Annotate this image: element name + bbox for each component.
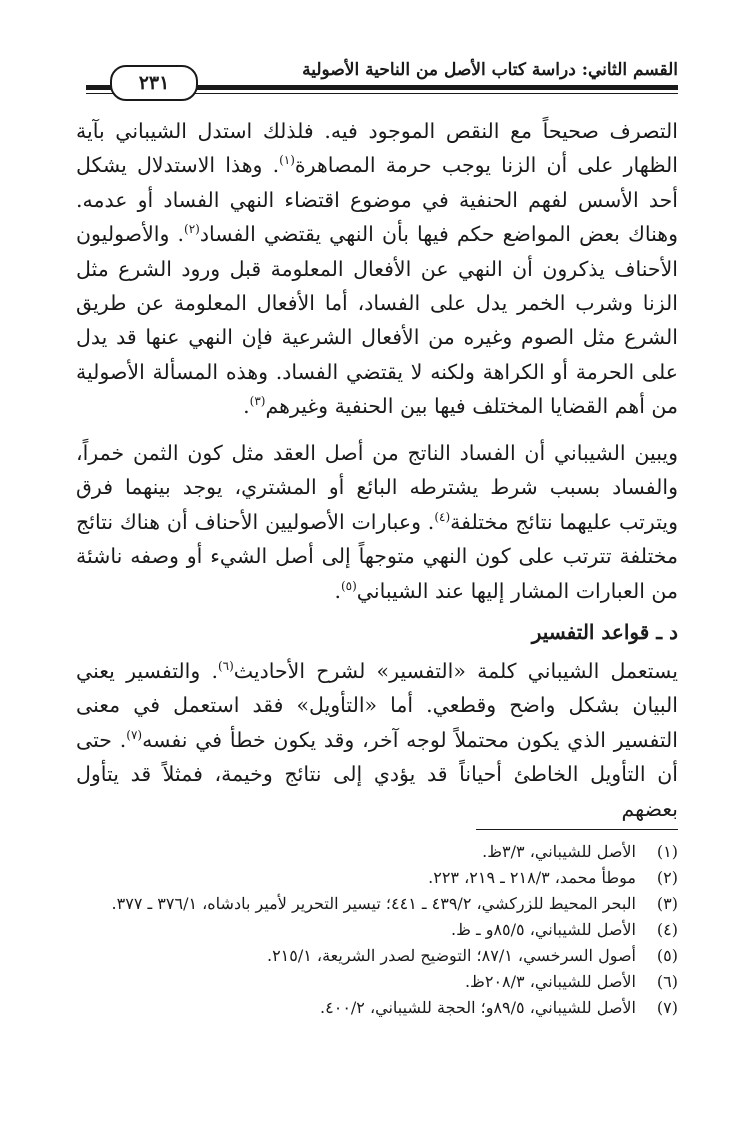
footnote-number: (٢) xyxy=(656,868,678,887)
page-number-badge: ٢٣١ xyxy=(110,65,198,101)
paragraph-2-text-b: . وعبارات الأصوليين الأحناف أن هناك نتائج مختلفة تترتب على كون النهي متوجهاً إلى أصل الشيء أو وصفه ناشئة من العبارات المشار إليها عند الشيباني xyxy=(76,509,678,603)
footnote-text: الأصل للشيباني، ٣/٣ظ. xyxy=(482,842,636,861)
footnotes-list xyxy=(73,839,678,1021)
paragraph-1-text-c: . والأصوليون الأحناف يذكرون أن النهي عن الأفعال المعلومة قبل ورود الشرع مثل الزنا وشرب الخمر يدل على الفساد، أما الأفعال المعلومة عن طريق الشرع مثل الصوم وغيره من الأفعال الشرعية فإن النهي عنها قد يدل على الحرمة أو الكراهة ولكنه لا يقتضي الفساد. وهذه المسألة الأصولية من أهم القضايا المختلف فيها بين الحنفية وغيرهم xyxy=(76,222,678,419)
footnote-item xyxy=(73,943,678,969)
paragraph-2-text-c: . xyxy=(334,578,341,603)
paragraph-3 xyxy=(76,654,678,826)
footnote-ref-7[interactable]: (٧) xyxy=(126,727,143,742)
footnote-item xyxy=(73,917,678,943)
footnote-text: البحر المحيط للزركشي، ٤٣٩/٢ ـ ٤٤١؛ تيسير التحرير لأمير بادشاه، ٣٧٦/١ ـ ٣٧٧. xyxy=(111,894,636,913)
footnote-text: الأصل للشيباني، ٢٠٨/٣ظ. xyxy=(464,972,636,991)
footnote-ref-2[interactable]: (٢) xyxy=(184,222,200,237)
running-header xyxy=(86,56,678,100)
paragraph-3-text-c: . حتى أن التأويل الخاطئ أحياناً قد يؤدي إلى نتائج وخيمة، فمثلاً قد يتأول بعضهم xyxy=(76,727,678,821)
paragraph-2-text-a: ويبين الشيباني أن الفساد الناتج من أصل العقد مثل كون الثمن خمراً، والفساد بسبب شرط يشترطه البائع أو المشتري، يوجد بينهما فرق ويترتب عليهما نتائج مختلفة xyxy=(76,441,678,534)
footnote-ref-6[interactable]: (٦) xyxy=(217,659,234,674)
footnote-separator xyxy=(476,829,678,830)
paragraph-1-text-b: . وهذا الاستدلال يشكل أحد الأسس لفهم الحنفية في موضوع اقتضاء النهي الفساد أو عدمه. وهناك بعض المواضع حكم فيها بأن النهي يقتضي الفساد xyxy=(76,153,678,247)
header-title: القسم الثاني: دراسة كتاب الأصل من الناحية الأصولية xyxy=(302,60,678,80)
footnote-text: الأصل للشيباني، ٨٩/٥و؛ الحجة للشيباني، ٤٠٠/٢. xyxy=(320,998,636,1017)
footnote-item xyxy=(73,891,678,917)
footnote-number: (٥) xyxy=(656,946,678,965)
footnote-number: (٤) xyxy=(656,920,678,939)
footnote-number: (٦) xyxy=(656,972,678,991)
footnote-item xyxy=(73,839,678,865)
footnote-item xyxy=(73,865,678,891)
footnote-item xyxy=(73,969,678,995)
footnote-text: أصول السرخسي، ٨٧/١؛ التوضيح لصدر الشريعة، ٢١٥/١. xyxy=(266,946,636,965)
footnote-ref-5[interactable]: (٥) xyxy=(340,578,357,593)
footnote-ref-3[interactable]: (٣) xyxy=(249,394,266,409)
paragraph-2 xyxy=(76,436,678,608)
footnote-text: موطأ محمد، ٢١٨/٣ ـ ٢١٩، ٢٢٣. xyxy=(428,868,636,887)
footnote-number: (١) xyxy=(656,842,678,861)
paragraph-1-text-a: التصرف صحيحاً مع النقص الموجود فيه. فلذلك استدل الشيباني بآية الظهار على أن الزنا يوجب حرمة المصاهرة xyxy=(76,119,678,178)
paragraph-3-text-a: يستعمل الشيباني كلمة «التفسير» لشرح الأحاديث xyxy=(233,659,678,683)
footnote-number: (٣) xyxy=(656,894,678,913)
section-heading: د ـ قواعد التفسير xyxy=(531,620,678,644)
paragraph-1-text-d: . xyxy=(243,394,250,419)
footnote-number: (٧) xyxy=(656,998,678,1017)
paragraph-3-text-b: . والتفسير يعني البيان بشكل واضح وقطعي. أما «التأويل» فقد استعمل في معنى التفسير الذي يكون محتملاً لوجه آخر، وقد يكون خطأ في نفسه xyxy=(76,659,678,752)
footnote-ref-1[interactable]: (١) xyxy=(279,153,295,168)
paragraph-1 xyxy=(76,114,678,424)
footnote-item xyxy=(73,995,678,1021)
footnote-text: الأصل للشيباني، ٨٥/٥و ـ ظ. xyxy=(450,920,636,939)
footnote-ref-4[interactable]: (٤) xyxy=(434,509,451,524)
